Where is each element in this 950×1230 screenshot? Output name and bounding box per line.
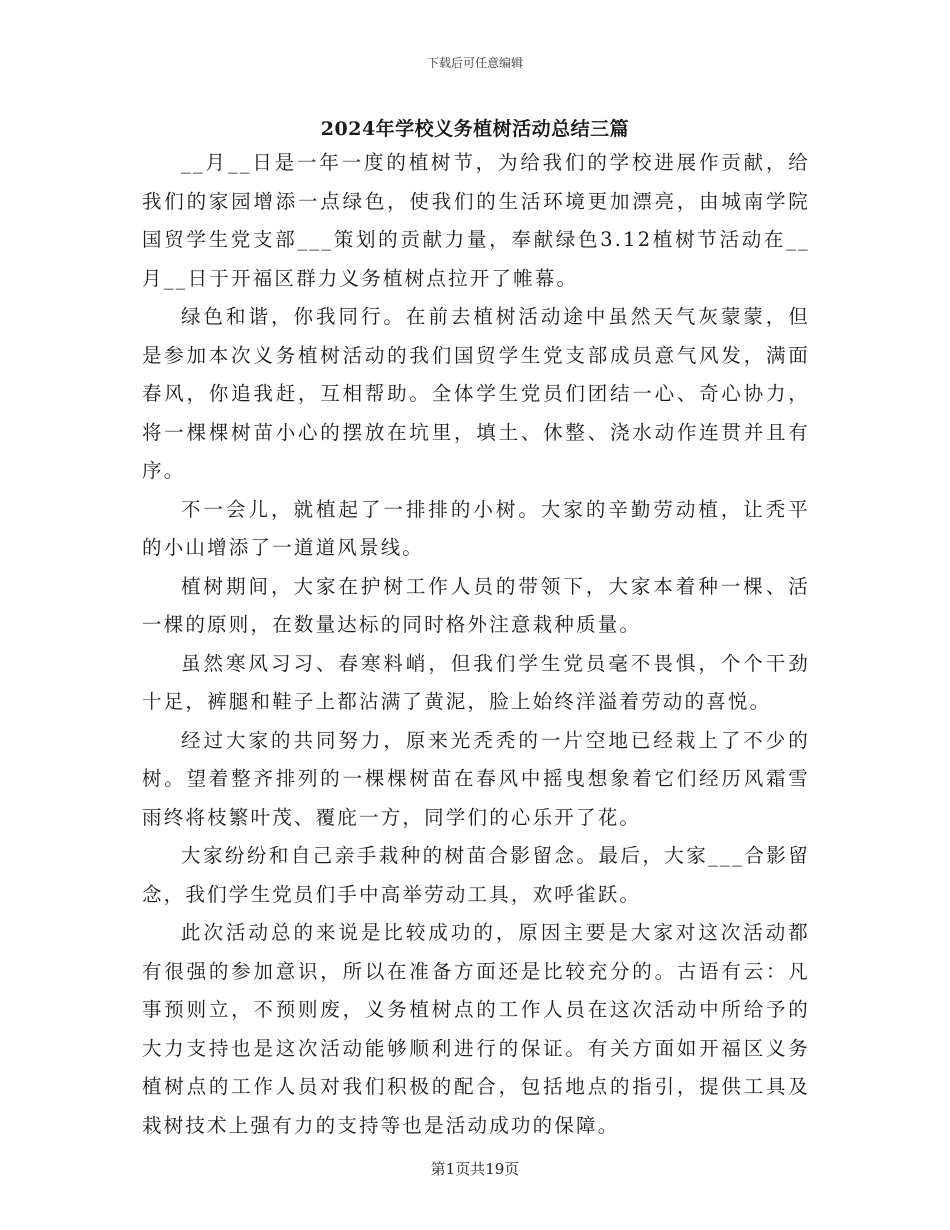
paragraph: 绿色和谐，你我同行。在前去植树活动途中虽然天气灰蒙蒙，但是参加本次义务植树活动的我们国贸学生党支部成员意气风发，满面春风，你追我赶，互相帮助。全体学生党员们团结一心、奇心协力，将一棵棵树苗小心的摆放在坑里，填土、休整、浇水动作连贯并且有序。 bbox=[142, 305, 810, 482]
paragraph: 虽然寒风习习、春寒料峭，但我们学生党员毫不畏惧，个个干劲十足，裤腿和鞋子上都沾满了黄泥，脸上始终洋溢着劳动的喜悦。 bbox=[142, 651, 810, 713]
document-body bbox=[142, 144, 810, 1145]
paragraph: 大家纷纷和自己亲手栽种的树苗合影留念。最后，大家___合影留念，我们学生党员们手中高举劳动工具，欢呼雀跃。 bbox=[142, 844, 810, 906]
page-number: 第1页共19页 bbox=[430, 1160, 520, 1178]
paragraph: __月__日是一年一度的植树节，为给我们的学校进展作贡献，给我们的家园增添一点绿色，使我们的生活环境更加漂亮，由城南学院国贸学生党支部___策划的贡献力量，奉献绿色3.12植树节活动在__月__日于开福区群力义务植树点拉开了帷幕。 bbox=[142, 151, 810, 290]
paragraph: 经过大家的共同努力，原来光秃秃的一片空地已经栽上了不少的树。望着整齐排列的一棵棵树苗在春风中摇曳想象着它们经历风霜雪雨终将枝繁叶茂、覆庇一方，同学们的心乐开了花。 bbox=[142, 728, 810, 829]
paragraph: 不一会儿，就植起了一排排的小树。大家的辛勤劳动植，让秃平的小山增添了一道道风景线。 bbox=[142, 497, 810, 559]
paragraph: 此次活动总的来说是比较成功的，原因主要是大家对这次活动都有很强的参加意识，所以在准备方面还是比较充分的。古语有云：凡事预则立，不预则废，义务植树点的工作人员在这次活动中所给予的大力支持也是这次活动能够顺利进行的保证。有关方面如开福区义务植树点的工作人员对我们积极的配合，包括地点的指引，提供工具及栽树技术上强有力的支持等也是活动成功的保障。 bbox=[142, 921, 810, 1137]
document-title: 2024年学校义务植树活动总结三篇 bbox=[320, 118, 630, 140]
paragraph: 植树期间，大家在护树工作人员的带领下，大家本着种一棵、活一棵的原则，在数量达标的同时格外注意栽种质量。 bbox=[142, 574, 810, 636]
page-header-note: 下载后可任意编辑 bbox=[426, 56, 523, 70]
